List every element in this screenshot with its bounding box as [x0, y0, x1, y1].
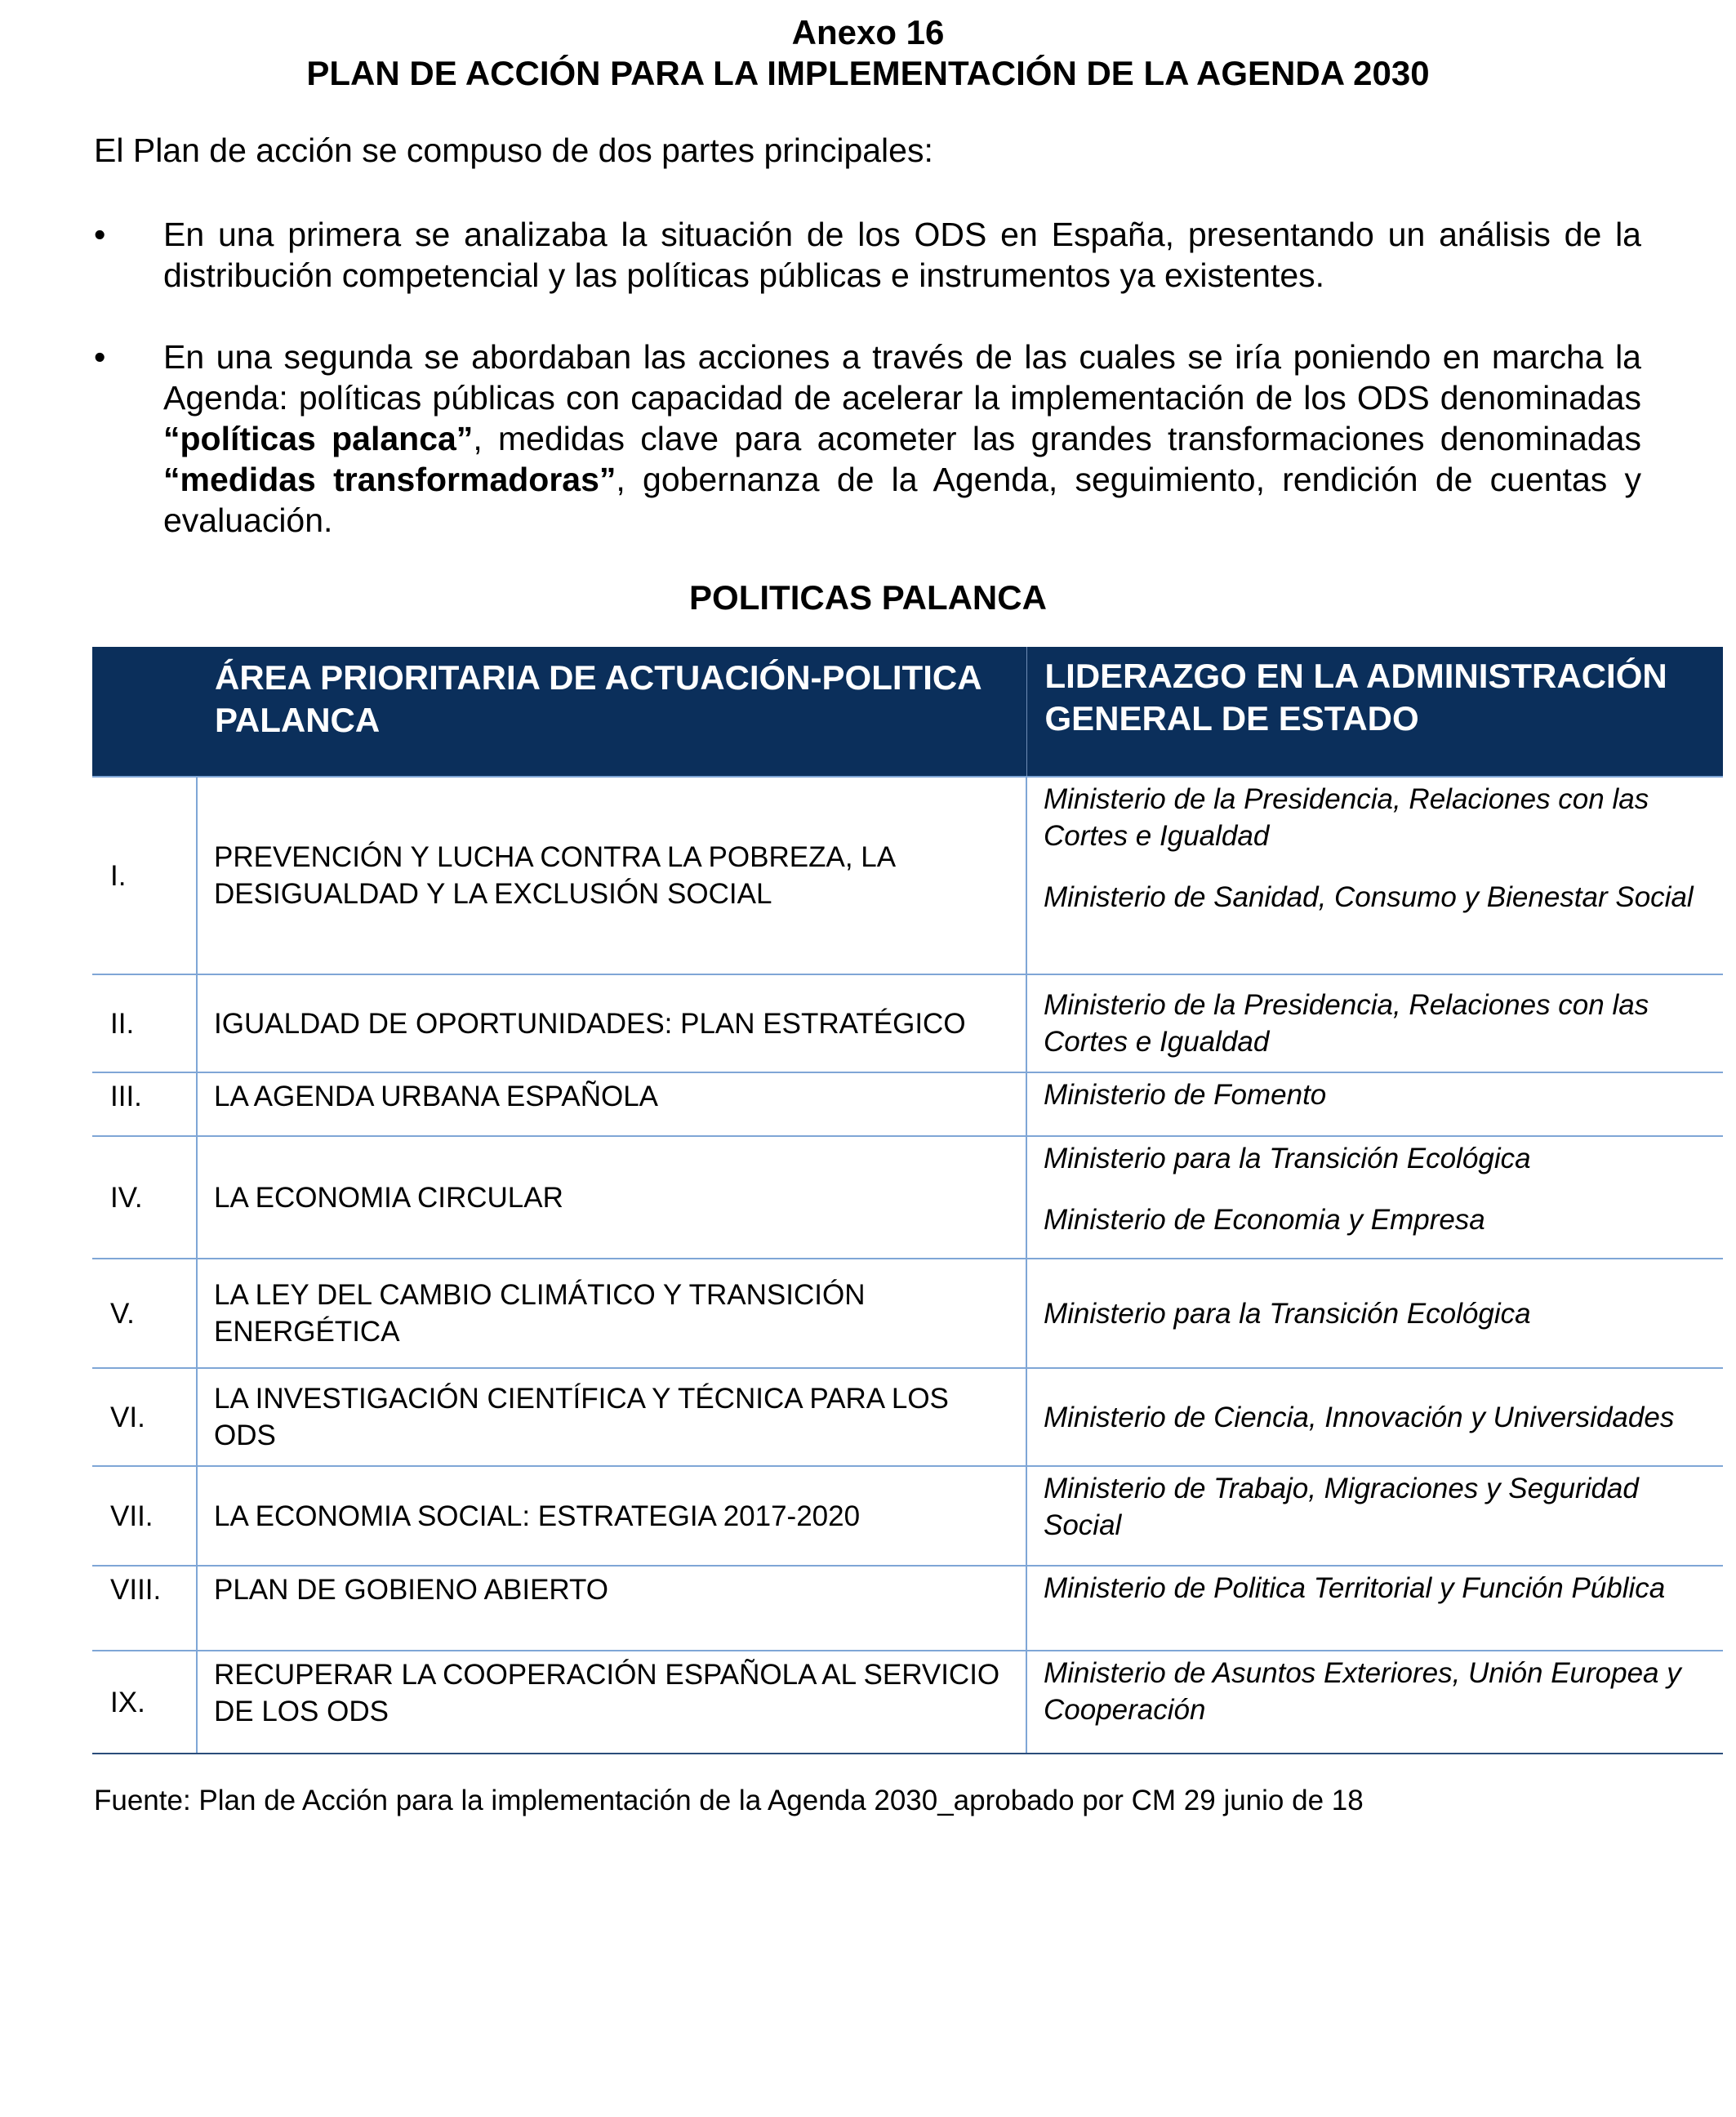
header-area: ÁREA PRIORITARIA DE ACTUACIÓN-POLITICA PALANCA [197, 647, 1026, 777]
table-row [92, 1368, 1723, 1466]
ministry-name: Ministerio de Economia y Empresa [1044, 1204, 1485, 1236]
document-title: PLAN DE ACCIÓN PARA LA IMPLEMENTACIÓN DE LA AGENDA 2030 [306, 54, 1430, 92]
section-title: POLITICAS PALANCA [689, 578, 1047, 617]
row-leadership [1026, 1259, 1723, 1368]
row-area: RECUPERAR LA COOPERACIÓN ESPAÑOLA AL SERVICIO DE LOS ODS [197, 1651, 1026, 1754]
bullet-text-part: , gobernanza de la Agenda, seguimiento, rendición de cuentas y evaluación. [163, 461, 1641, 539]
row-area: LA INVESTIGACIÓN CIENTÍFICA Y TÉCNICA PARA LOS ODS [197, 1368, 1026, 1466]
row-leadership [1026, 777, 1723, 974]
row-number: III. [92, 1072, 197, 1136]
row-leadership [1026, 1651, 1723, 1754]
row-number: VII. [92, 1466, 197, 1566]
bullet-text-first: En una primera se analizaba la situación de los ODS en España, presentando un análisis de la distribución competencial y las políticas públicas e instrumentos ya existentes. [163, 216, 1641, 294]
bullet-text-part: En una segunda se abordaban las acciones a través de las cuales se iría poniendo en marcha la Agenda: políticas públicas con capacidad de acelerar la implementación de los ODS denominadas [163, 338, 1641, 417]
row-area: LA LEY DEL CAMBIO CLIMÁTICO Y TRANSICIÓN ENERGÉTICA [197, 1259, 1026, 1368]
row-leadership [1026, 1466, 1723, 1566]
ministry-name: Ministerio de la Presidencia, Relaciones con las Cortes e Igualdad [1044, 783, 1649, 852]
annex-label: Anexo 16 [791, 13, 945, 51]
row-leadership [1026, 974, 1723, 1072]
source-note: Fuente: Plan de Acción para la implementación de la Agenda 2030_aprobado por CM 29 junio de 18 [94, 1785, 1364, 1816]
ministry-name: Ministerio para la Transición Ecológica [1044, 1297, 1531, 1330]
intro-paragraph: El Plan de acción se compuso de dos partes principales: [94, 131, 933, 169]
row-number: V. [92, 1259, 197, 1368]
row-area: PREVENCIÓN Y LUCHA CONTRA LA POBREZA, LA DESIGUALDAD Y LA EXCLUSIÓN SOCIAL [197, 777, 1026, 974]
row-leadership [1026, 1072, 1723, 1136]
table-row [92, 1566, 1723, 1651]
header-number [92, 647, 197, 777]
table-row [92, 1651, 1723, 1754]
row-number: II. [92, 974, 197, 1072]
table-header-row [92, 647, 1723, 777]
ministry-name: Ministerio de Fomento [1044, 1079, 1327, 1111]
row-number: VI. [92, 1368, 197, 1466]
bullet-text-second [163, 336, 1641, 541]
row-area: LA AGENDA URBANA ESPAÑOLA [197, 1072, 1026, 1136]
header-leadership: LIDERAZGO EN LA ADMINISTRACIÓN GENERAL DE ESTADO [1026, 647, 1723, 777]
bold-term-politicas-palanca: “políticas palanca” [163, 420, 474, 457]
row-number: I. [92, 777, 197, 974]
ministry-name: Ministerio de Sanidad, Consumo y Bienestar Social [1044, 881, 1694, 913]
table-row [92, 777, 1723, 974]
bold-term-medidas-transformadoras: “medidas transformadoras” [163, 461, 617, 498]
ministry-name: Ministerio de Ciencia, Innovación y Universidades [1044, 1401, 1675, 1433]
row-leadership [1026, 1566, 1723, 1651]
row-leadership [1026, 1368, 1723, 1466]
ministry-name: Ministerio de Asuntos Exteriores, Unión Europea y Cooperación [1044, 1657, 1681, 1726]
table-row [92, 974, 1723, 1072]
row-number: IX. [92, 1651, 197, 1754]
row-area: LA ECONOMIA SOCIAL: ESTRATEGIA 2017-2020 [197, 1466, 1026, 1566]
ministry-name: Ministerio de Politica Territorial y Función Pública [1044, 1572, 1666, 1604]
table-row [92, 1136, 1723, 1259]
row-number: VIII. [92, 1566, 197, 1651]
row-area: IGUALDAD DE OPORTUNIDADES: PLAN ESTRATÉGICO [197, 974, 1026, 1072]
bullet-text-part: , medidas clave para acometer las grandes transformaciones denominadas [473, 420, 1641, 457]
row-area: PLAN DE GOBIENO ABIERTO [197, 1566, 1026, 1651]
bullet-dot: • [94, 216, 106, 253]
ministry-name: Ministerio de Trabajo, Migraciones y Seguridad Social [1044, 1473, 1639, 1541]
policies-table [92, 647, 1723, 1754]
table-row [92, 1466, 1723, 1566]
ministry-name: Ministerio para la Transición Ecológica [1044, 1143, 1531, 1174]
bullet-dot: • [94, 338, 106, 376]
table-row [92, 1072, 1723, 1136]
ministry-name: Ministerio de la Presidencia, Relaciones con las Cortes e Igualdad [1044, 989, 1649, 1058]
row-leadership [1026, 1136, 1723, 1259]
row-area: LA ECONOMIA CIRCULAR [197, 1136, 1026, 1259]
table-row [92, 1259, 1723, 1368]
row-number: IV. [92, 1136, 197, 1259]
